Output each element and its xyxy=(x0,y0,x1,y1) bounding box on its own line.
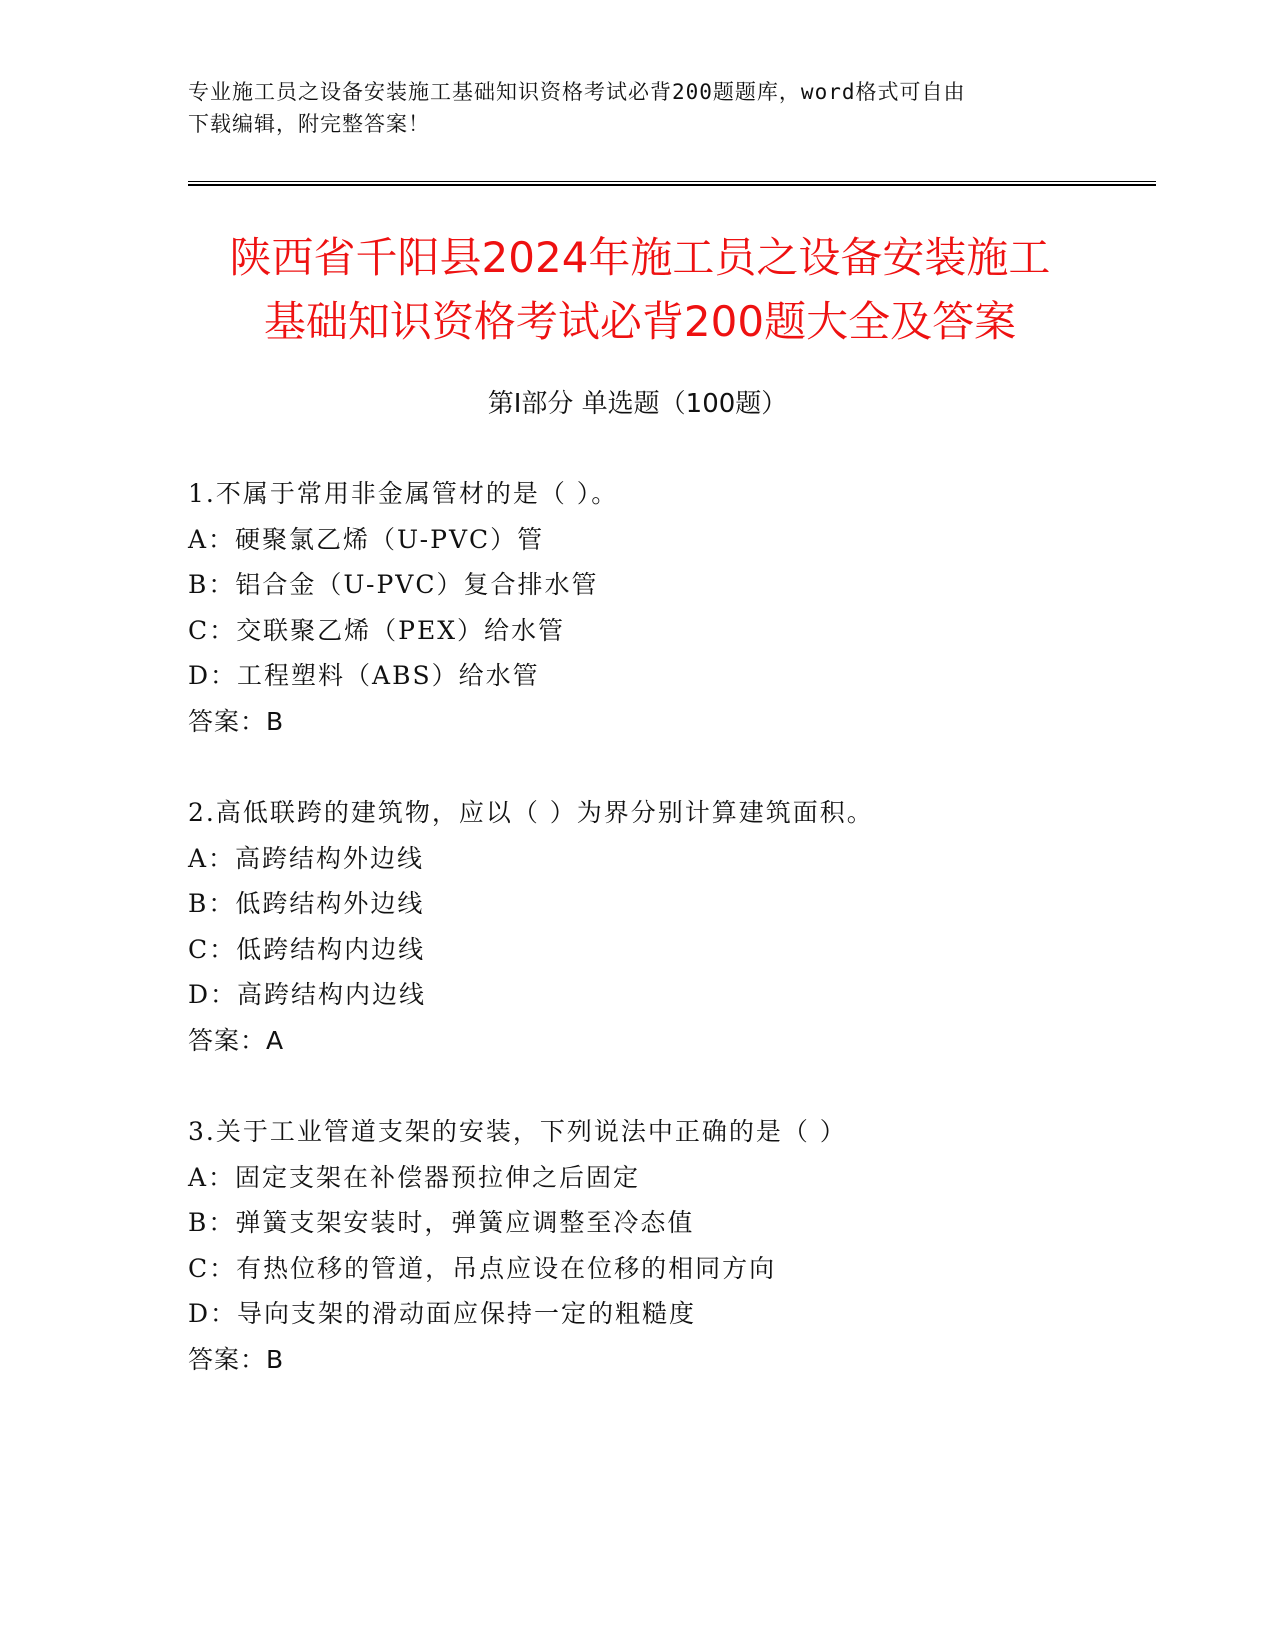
answer-label: 答案：A xyxy=(188,1025,285,1055)
header-note xyxy=(188,76,1088,140)
header-divider-thick xyxy=(188,184,1156,186)
option-d: D：导向支架的滑动面应保持一定的粗糙度 xyxy=(188,1299,697,1328)
option-d: D：工程塑料（ABS）给水管 xyxy=(188,661,540,690)
option-b: B：低跨结构外边线 xyxy=(188,889,425,918)
header-note-line-1: 专业施工员之设备安装施工基础知识资格考试必背200题题库，word格式可自由 xyxy=(188,80,966,104)
header-note-line-2: 下载编辑，附完整答案！ xyxy=(188,112,430,136)
document-title xyxy=(150,226,1130,354)
option-b: B：铝合金（U-PVC）复合排水管 xyxy=(188,570,599,599)
option-a: A：高跨结构外边线 xyxy=(188,843,425,873)
answer-label: 答案：B xyxy=(188,1344,285,1374)
option-c: C：有热位移的管道，吊点应设在位移的相同方向 xyxy=(188,1253,777,1283)
question-stem: 1.不属于常用非金属管材的是（ ）。 xyxy=(188,479,619,508)
question-stem: 3.关于工业管道支架的安装，下列说法中正确的是（ ） xyxy=(188,1117,847,1146)
option-d: D：高跨结构内边线 xyxy=(188,980,427,1009)
question-1 xyxy=(188,471,1148,744)
option-c: C：低跨结构内边线 xyxy=(188,934,426,964)
option-c: C：交联聚乙烯（PEX）给水管 xyxy=(188,615,565,645)
answer-label: 答案：B xyxy=(188,706,285,736)
question-3 xyxy=(188,1109,1148,1382)
option-b: B：弹簧支架安装时，弹簧应调整至冷态值 xyxy=(188,1208,695,1237)
question-2 xyxy=(188,790,1148,1063)
document-title-line-2: 基础知识资格考试必背200题大全及答案 xyxy=(263,297,1017,346)
section-heading: 第Ⅰ部分 单选题（100题） xyxy=(487,389,788,419)
document-title-line-1: 陕西省千阳县2024年施工员之设备安装施工 xyxy=(229,233,1051,282)
option-a: A：硬聚氯乙烯（U-PVC）管 xyxy=(188,524,545,554)
header-divider-thin xyxy=(188,181,1156,182)
question-stem: 2.高低联跨的建筑物，应以（ ）为界分别计算建筑面积。 xyxy=(188,798,874,827)
option-a: A：固定支架在补偿器预拉伸之后固定 xyxy=(188,1162,641,1192)
